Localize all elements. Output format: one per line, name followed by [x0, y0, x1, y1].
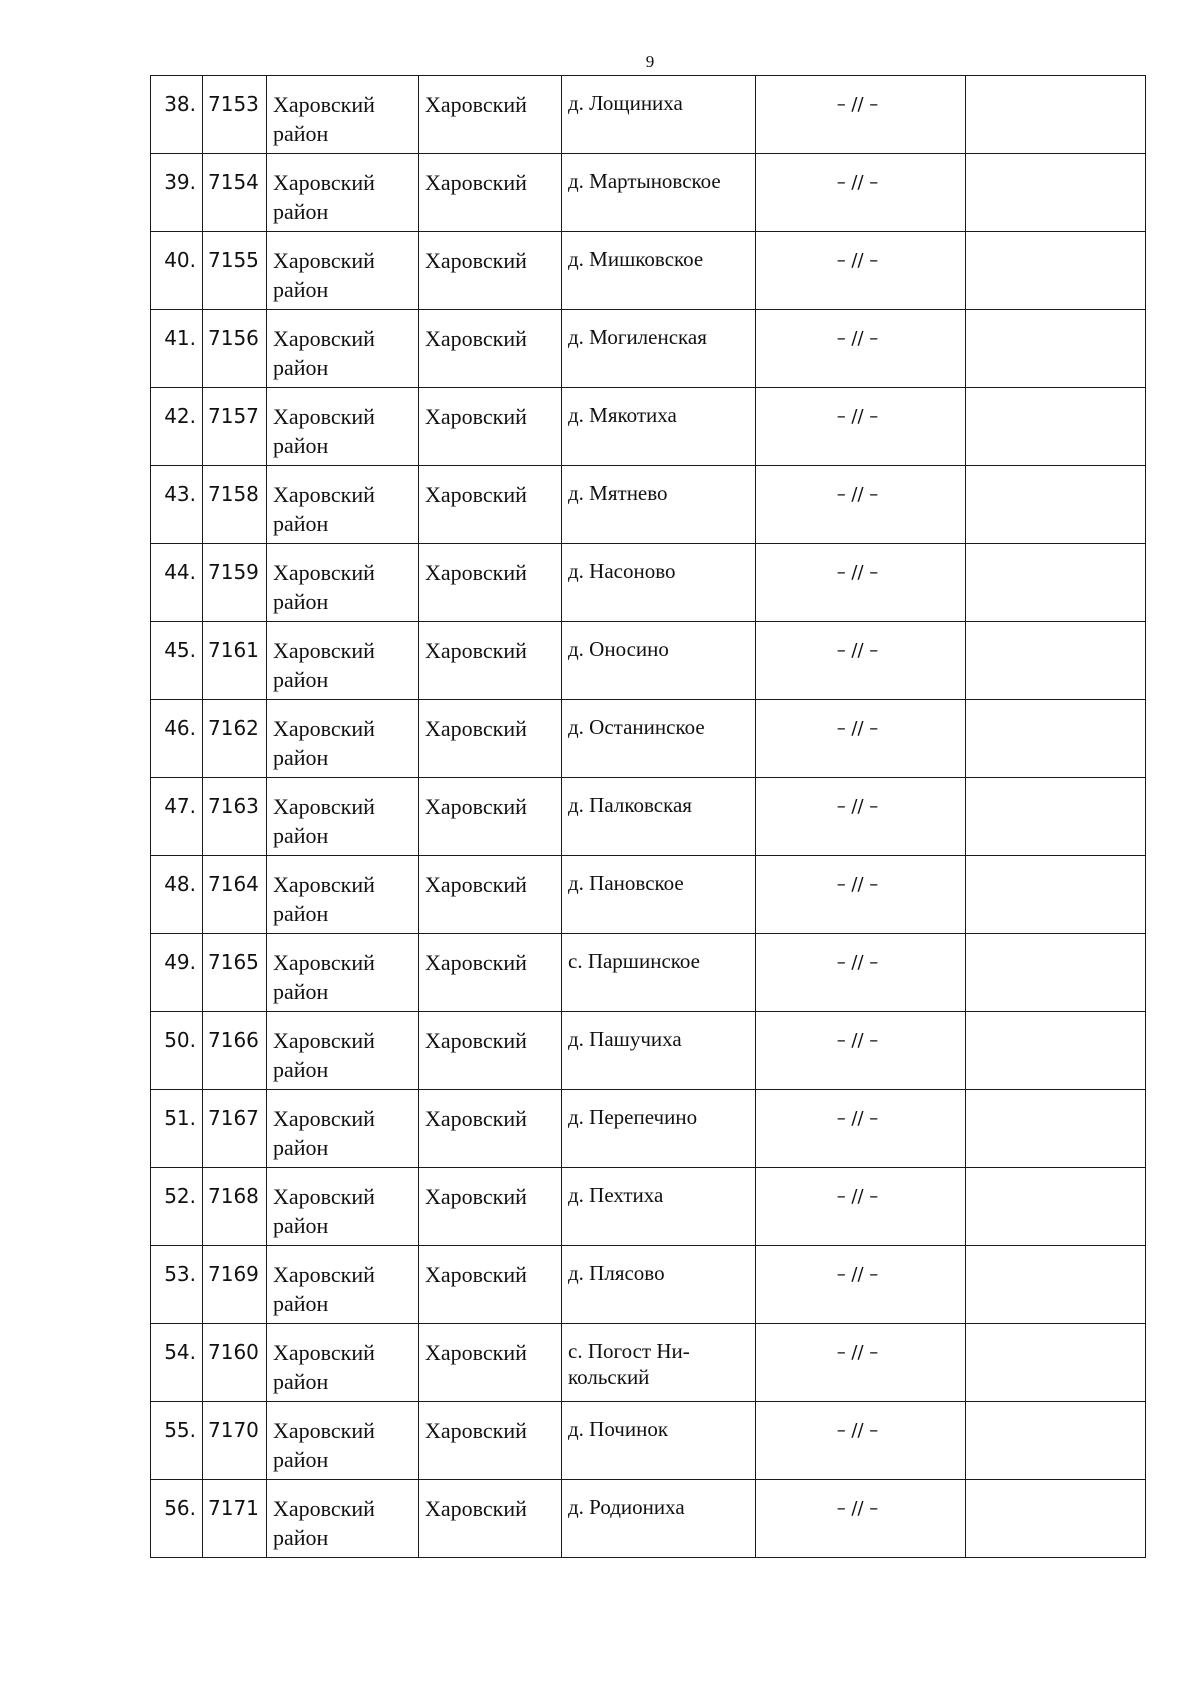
settlement-name: д. Мятнево [562, 466, 756, 544]
municipality-name: Харовский [419, 388, 562, 466]
settlement-code: 7158 [203, 466, 267, 544]
settlement-code: 7156 [203, 310, 267, 388]
settlement-name: д. Насоново [562, 544, 756, 622]
table-row [151, 154, 1146, 232]
settlement-name: д. Пехтиха [562, 1168, 756, 1246]
settlement-code: 7171 [203, 1480, 267, 1558]
settlement-code: 7163 [203, 778, 267, 856]
ditto-mark: – // – [756, 1168, 966, 1246]
ditto-mark: – // – [756, 154, 966, 232]
table-row [151, 856, 1146, 934]
settlement-name: д. Пановское [562, 856, 756, 934]
table-row [151, 1324, 1146, 1402]
table-row [151, 934, 1146, 1012]
municipality-name: Харовский [419, 1246, 562, 1324]
note-cell [966, 1324, 1146, 1402]
table-row [151, 544, 1146, 622]
row-number: 50. [151, 1012, 203, 1090]
note-cell [966, 700, 1146, 778]
row-number: 38. [151, 76, 203, 154]
settlement-name: д. Оносино [562, 622, 756, 700]
settlement-code: 7167 [203, 1090, 267, 1168]
table-body [151, 76, 1146, 1558]
district-name: Харовский район [267, 388, 419, 466]
row-number: 46. [151, 700, 203, 778]
settlement-name: д. Мякотиха [562, 388, 756, 466]
settlement-name: д. Мартыновское [562, 154, 756, 232]
ditto-mark: – // – [756, 310, 966, 388]
note-cell [966, 466, 1146, 544]
municipality-name: Харовский [419, 622, 562, 700]
table-row [151, 232, 1146, 310]
page-number: 9 [645, 52, 655, 71]
municipality-name: Харовский [419, 544, 562, 622]
settlements-table [150, 75, 1146, 1558]
settlement-code: 7165 [203, 934, 267, 1012]
municipality-name: Харовский [419, 1480, 562, 1558]
district-name: Харовский район [267, 700, 419, 778]
settlement-name: д. Плясово [562, 1246, 756, 1324]
table-row [151, 1012, 1146, 1090]
settlement-code: 7157 [203, 388, 267, 466]
district-name: Харовский район [267, 1402, 419, 1480]
district-name: Харовский район [267, 1012, 419, 1090]
district-name: Харовский район [267, 622, 419, 700]
note-cell [966, 544, 1146, 622]
settlement-name: д. Починок [562, 1402, 756, 1480]
table-row [151, 388, 1146, 466]
row-number: 48. [151, 856, 203, 934]
note-cell [966, 1402, 1146, 1480]
settlement-name: с. Погост Ни-кольский [562, 1324, 756, 1402]
row-number: 41. [151, 310, 203, 388]
note-cell [966, 232, 1146, 310]
note-cell [966, 1480, 1146, 1558]
municipality-name: Харовский [419, 1090, 562, 1168]
row-number: 42. [151, 388, 203, 466]
settlement-name: с. Паршинское [562, 934, 756, 1012]
settlement-name: д. Могиленская [562, 310, 756, 388]
district-name: Харовский район [267, 1246, 419, 1324]
ditto-mark: – // – [756, 622, 966, 700]
municipality-name: Харовский [419, 76, 562, 154]
ditto-mark: – // – [756, 1090, 966, 1168]
municipality-name: Харовский [419, 466, 562, 544]
ditto-mark: – // – [756, 934, 966, 1012]
district-name: Харовский район [267, 934, 419, 1012]
row-number: 53. [151, 1246, 203, 1324]
district-name: Харовский район [267, 76, 419, 154]
municipality-name: Харовский [419, 700, 562, 778]
settlement-code: 7162 [203, 700, 267, 778]
ditto-mark: – // – [756, 466, 966, 544]
settlement-code: 7169 [203, 1246, 267, 1324]
note-cell [966, 310, 1146, 388]
settlement-code: 7155 [203, 232, 267, 310]
note-cell [966, 1246, 1146, 1324]
ditto-mark: – // – [756, 1324, 966, 1402]
district-name: Харовский район [267, 232, 419, 310]
settlement-code: 7153 [203, 76, 267, 154]
municipality-name: Харовский [419, 1012, 562, 1090]
district-name: Харовский район [267, 310, 419, 388]
table-row [151, 622, 1146, 700]
ditto-mark: – // – [756, 1012, 966, 1090]
municipality-name: Харовский [419, 1168, 562, 1246]
settlement-name: д. Лощиниха [562, 76, 756, 154]
municipality-name: Харовский [419, 232, 562, 310]
note-cell [966, 1090, 1146, 1168]
table-row [151, 700, 1146, 778]
municipality-name: Харовский [419, 310, 562, 388]
district-name: Харовский район [267, 154, 419, 232]
note-cell [966, 1168, 1146, 1246]
municipality-name: Харовский [419, 934, 562, 1012]
district-name: Харовский район [267, 544, 419, 622]
ditto-mark: – // – [756, 700, 966, 778]
note-cell [966, 856, 1146, 934]
row-number: 55. [151, 1402, 203, 1480]
district-name: Харовский район [267, 1168, 419, 1246]
settlement-code: 7166 [203, 1012, 267, 1090]
municipality-name: Харовский [419, 856, 562, 934]
table-row [151, 1168, 1146, 1246]
row-number: 52. [151, 1168, 203, 1246]
settlement-code: 7159 [203, 544, 267, 622]
ditto-mark: – // – [756, 1402, 966, 1480]
note-cell [966, 154, 1146, 232]
ditto-mark: – // – [756, 76, 966, 154]
note-cell [966, 388, 1146, 466]
table-row [151, 310, 1146, 388]
ditto-mark: – // – [756, 856, 966, 934]
row-number: 47. [151, 778, 203, 856]
note-cell [966, 778, 1146, 856]
municipality-name: Харовский [419, 1324, 562, 1402]
row-number: 51. [151, 1090, 203, 1168]
settlement-code: 7164 [203, 856, 267, 934]
ditto-mark: – // – [756, 1480, 966, 1558]
district-name: Харовский район [267, 856, 419, 934]
table-row [151, 1246, 1146, 1324]
settlement-name: д. Родиониха [562, 1480, 756, 1558]
settlement-name: д. Перепечино [562, 1090, 756, 1168]
municipality-name: Харовский [419, 778, 562, 856]
district-name: Харовский район [267, 778, 419, 856]
note-cell [966, 1012, 1146, 1090]
settlement-name: д. Останинское [562, 700, 756, 778]
table-row [151, 1090, 1146, 1168]
district-name: Харовский район [267, 1480, 419, 1558]
table-row [151, 1480, 1146, 1558]
row-number: 56. [151, 1480, 203, 1558]
district-name: Харовский район [267, 466, 419, 544]
row-number: 43. [151, 466, 203, 544]
municipality-name: Харовский [419, 1402, 562, 1480]
row-number: 40. [151, 232, 203, 310]
district-name: Харовский район [267, 1090, 419, 1168]
settlement-code: 7160 [203, 1324, 267, 1402]
table-row [151, 778, 1146, 856]
settlement-code: 7168 [203, 1168, 267, 1246]
settlement-code: 7154 [203, 154, 267, 232]
row-number: 49. [151, 934, 203, 1012]
ditto-mark: – // – [756, 388, 966, 466]
ditto-mark: – // – [756, 544, 966, 622]
ditto-mark: – // – [756, 778, 966, 856]
ditto-mark: – // – [756, 232, 966, 310]
municipality-name: Харовский [419, 154, 562, 232]
settlement-code: 7170 [203, 1402, 267, 1480]
row-number: 45. [151, 622, 203, 700]
note-cell [966, 934, 1146, 1012]
table-row [151, 466, 1146, 544]
settlement-name: д. Пашучиха [562, 1012, 756, 1090]
district-name: Харовский район [267, 1324, 419, 1402]
row-number: 39. [151, 154, 203, 232]
settlement-name: д. Мишковское [562, 232, 756, 310]
table-row [151, 1402, 1146, 1480]
note-cell [966, 76, 1146, 154]
table-row [151, 76, 1146, 154]
note-cell [966, 622, 1146, 700]
settlement-code: 7161 [203, 622, 267, 700]
row-number: 44. [151, 544, 203, 622]
row-number: 54. [151, 1324, 203, 1402]
settlement-name: д. Палковская [562, 778, 756, 856]
ditto-mark: – // – [756, 1246, 966, 1324]
